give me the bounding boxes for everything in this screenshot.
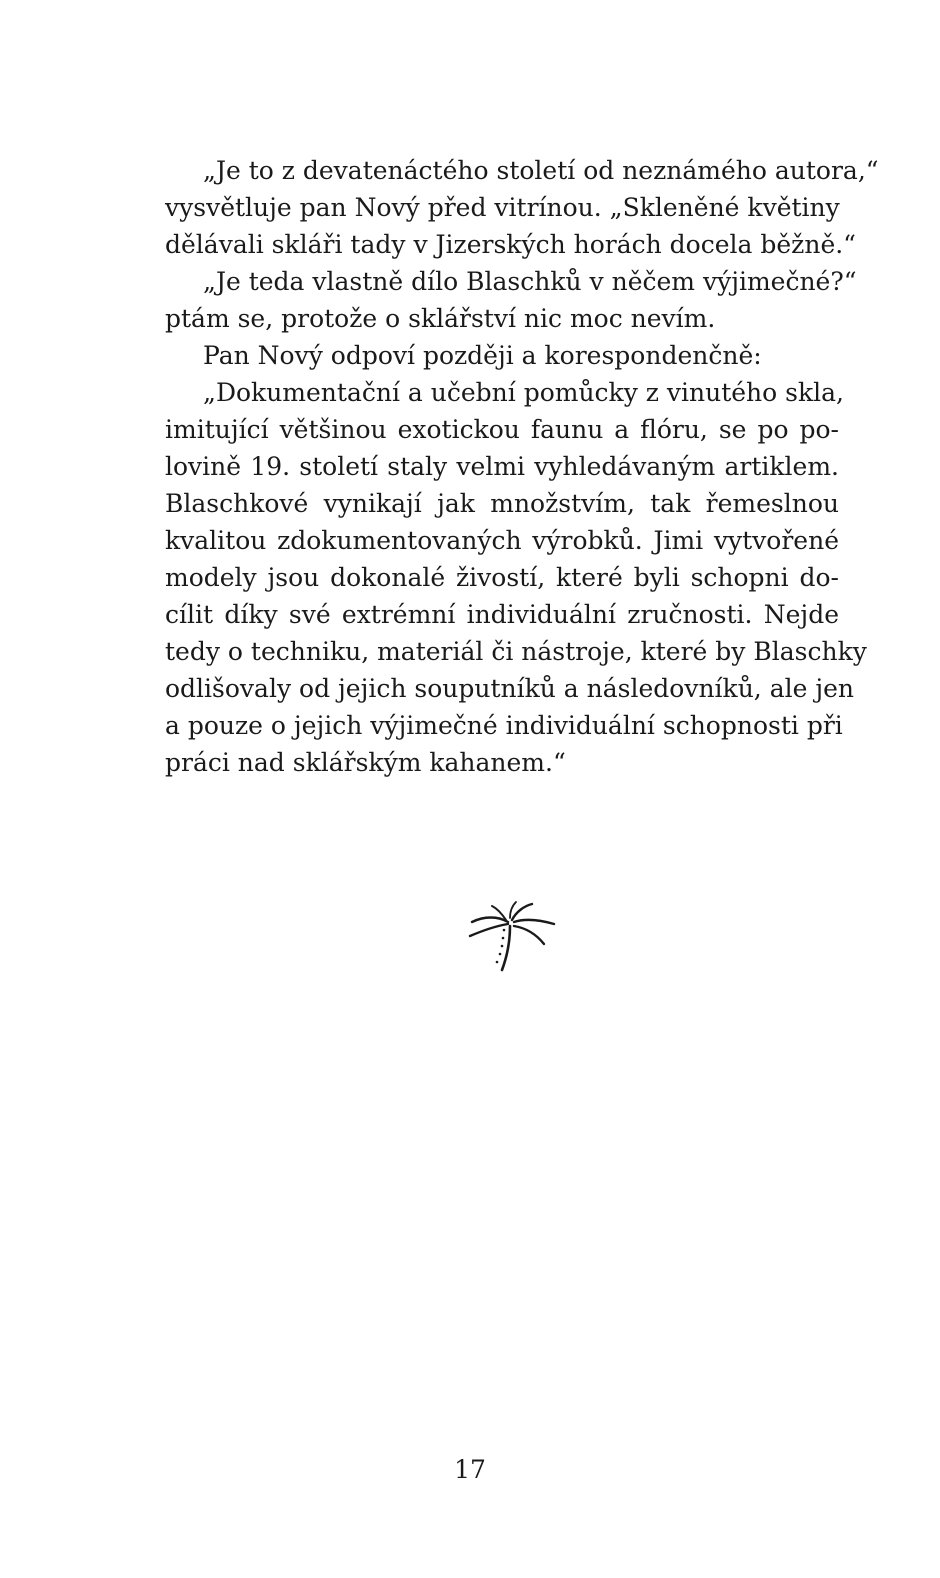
palm-tree-icon: [466, 900, 558, 972]
text-line: modely jsou dokonalé živostí, které byli schopni do-: [165, 563, 839, 592]
text-line: a pouze o jejich výjimečné individuální schopnosti při: [165, 711, 843, 740]
body-text: [165, 152, 879, 781]
text-line: práci nad sklářským kahanem.“: [165, 748, 566, 777]
text-line: tedy o techniku, materiál či nástroje, které by Blaschky: [165, 637, 867, 666]
text-line: „Je teda vlastně dílo Blaschků v něčem výjimečné?“: [203, 267, 857, 296]
page-number: 17: [454, 1455, 486, 1484]
text-line: vysvětluje pan Nový před vitrínou. „Skleněné květiny: [165, 193, 840, 222]
text-line: dělávali skláři tady v Jizerských horách docela běžně.“: [165, 230, 856, 259]
text-line: cílit díky své extrémní individuální zručnosti. Nejde: [165, 600, 839, 629]
text-line: Pan Nový odpoví později a korespondenčně:: [203, 341, 762, 370]
text-line: lovině 19. století staly velmi vyhledávaným artiklem.: [165, 452, 839, 481]
text-line: Blaschkové vynikají jak množstvím, tak řemeslnou: [165, 489, 839, 518]
text-line: ptám se, protože o sklářství nic moc nevím.: [165, 304, 716, 333]
text-line: imitující většinou exotickou faunu a flóru, se po po-: [165, 415, 839, 444]
text-line: „Dokumentační a učební pomůcky z vinutého skla,: [203, 378, 844, 407]
text-line: odlišovaly od jejich souputníků a následovníků, ale jen: [165, 674, 854, 703]
text-line: „Je to z devatenáctého století od neznámého autora,“: [203, 156, 879, 185]
text-line: kvalitou zdokumentovaných výrobků. Jimi vytvořené: [165, 526, 839, 555]
